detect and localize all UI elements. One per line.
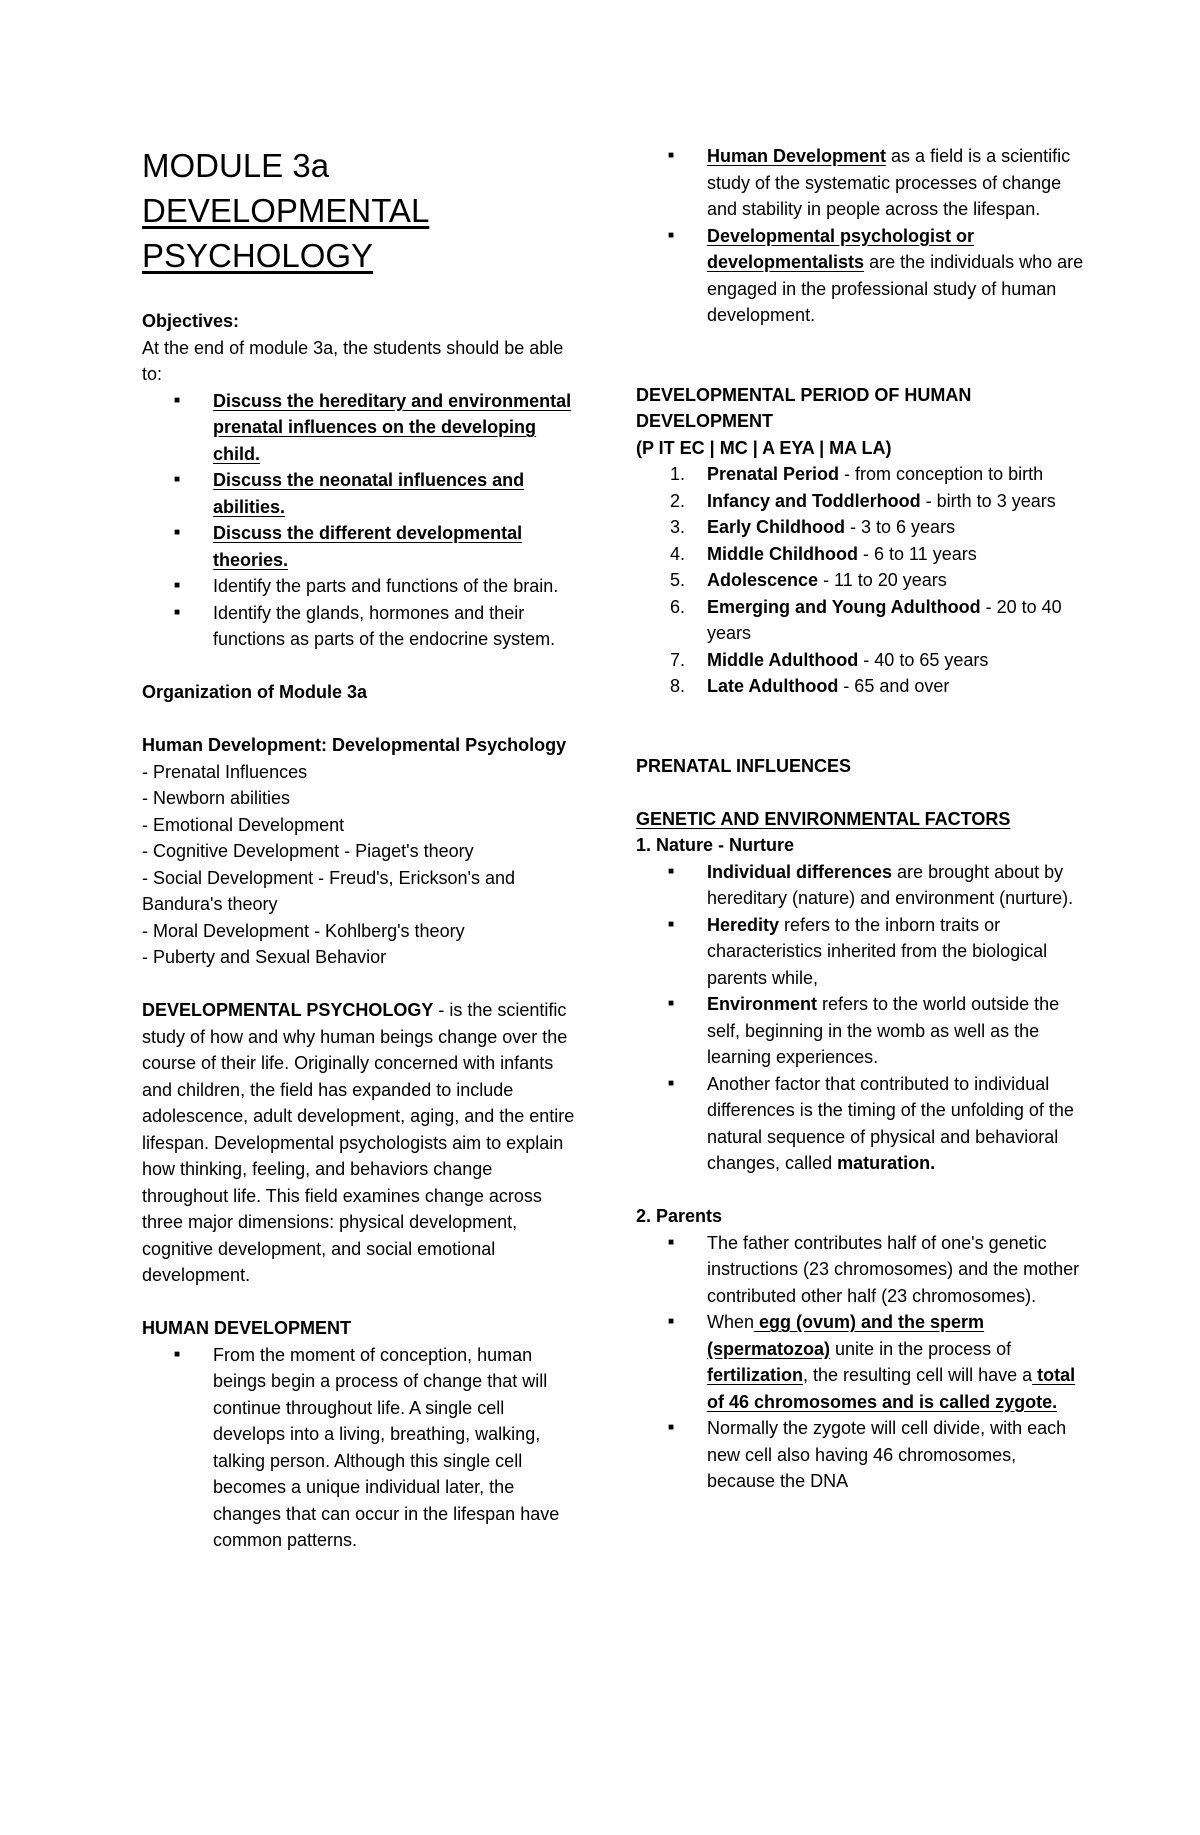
square-bullet-icon: ■ xyxy=(668,918,675,930)
list-item: ■ From the moment of conception, human beings begin a process of change that will continue throughout life. A single cell develops into a living, breathing, walking, talking person. Although this single cell becomes a unique individual later, the changes that can occur in the lifespan have common patterns. xyxy=(142,1342,577,1554)
org-item: - Moral Development - Kohlberg's theory xyxy=(142,920,465,941)
period-heading: DEVELOPMENTAL PERIOD OF HUMAN DEVELOPMENT xyxy=(636,384,972,431)
list-item: 4. Middle Childhood - 6 to 11 years xyxy=(670,543,977,564)
list-item: ■ Identify the glands, hormones and their functions as parts of the endocrine system. xyxy=(142,600,577,653)
list-item: ■ When egg (ovum) and the sperm (spermatozoa) unite in the process of fertilization, the resulting cell will have a total of 46 chromosomes and is called zygote. xyxy=(636,1309,1086,1415)
org-item: - Emotional Development xyxy=(142,814,345,835)
hd-devpsych-heading: Human Development: Developmental Psychology xyxy=(142,735,567,755)
human-development-heading: HUMAN DEVELOPMENT xyxy=(142,1318,352,1338)
list-item: ■ Normally the zygote will cell divide, with each new cell also having 46 chromosomes, because the DNA xyxy=(636,1415,1086,1495)
square-bullet-icon: ■ xyxy=(174,1348,181,1360)
devpsych-term: DEVELOPMENTAL PSYCHOLOGY xyxy=(142,1000,434,1020)
list-item: ■ Another factor that contributed to individual differences is the timing of the unfolding of the natural sequence of physical and behavioral changes, called maturation. xyxy=(636,1071,1086,1177)
nature-nurture-heading: 1. Nature - Nurture xyxy=(636,835,795,855)
right-column xyxy=(636,143,1086,1495)
human-development-list xyxy=(142,1342,577,1554)
square-bullet-icon: ■ xyxy=(174,606,181,618)
list-item: ■ Discuss the neonatal influences and abilities. xyxy=(142,467,577,520)
objectives-heading: Objectives: xyxy=(142,311,240,331)
list-item: ■ Developmental psychologist or developmentalists are the individuals who are engaged in the professional study of human development. xyxy=(636,223,1086,329)
prenatal-heading: PRENATAL INFLUENCES xyxy=(636,755,852,776)
module-subtitle-line2: PSYCHOLOGY xyxy=(142,237,374,274)
list-item: ■ Discuss the hereditary and environmental prenatal influences on the developing child. xyxy=(142,388,577,468)
periods-list xyxy=(636,461,1086,700)
list-item: 8. Late Adulthood - 65 and over xyxy=(670,676,950,696)
objectives-intro: At the end of module 3a, the students should be able to: xyxy=(142,337,564,384)
list-item: 3. Early Childhood - 3 to 6 years xyxy=(670,517,956,537)
list-item: ■ The father contributes half of one's genetic instructions (23 chromosomes) and the mother contributed other half (23 chromosomes). xyxy=(636,1230,1086,1310)
list-item: ■ Identify the parts and functions of the brain. xyxy=(142,573,577,600)
square-bullet-icon: ■ xyxy=(668,150,675,161)
devpsych-definition: DEVELOPMENTAL PSYCHOLOGY - is the scientific study of how and why human beings change over the course of their life. Originally concerned with infants and children, the field has expanded to include adolescence, adult development, aging, and the entire lifespan. Developmental psychologists aim to explain how thinking, feeling, and behaviors change throughout life. This field examines change across three major dimensions: physical development, cognitive development, and social emotional development. xyxy=(142,1000,575,1285)
nature-nurture-list xyxy=(636,859,1086,1177)
square-bullet-icon: ■ xyxy=(174,527,181,538)
list-item: ■ Environment refers to the world outside the self, beginning in the womb as well as the learning experiences. xyxy=(636,991,1086,1071)
org-item: - Prenatal Influences xyxy=(142,761,308,782)
period-mnemonic: (P IT EC | MC | A EYA | MA LA) xyxy=(636,437,892,458)
square-bullet-icon: ■ xyxy=(668,229,675,241)
list-item: ■ Human Development as a field is a scientific study of the systematic processes of change and stability in people across the lifespan. xyxy=(636,143,1086,223)
square-bullet-icon: ■ xyxy=(668,1236,675,1248)
org-item: - Puberty and Sexual Behavior xyxy=(142,947,387,967)
square-bullet-icon: ■ xyxy=(668,1316,675,1327)
module-title: MODULE 3a xyxy=(142,147,330,184)
list-item: 7. Middle Adulthood - 40 to 65 years xyxy=(670,649,989,670)
square-bullet-icon: ■ xyxy=(174,394,181,406)
list-item: 5. Adolescence - 11 to 20 years xyxy=(670,570,947,590)
square-bullet-icon: ■ xyxy=(668,1422,675,1433)
hd-definitions-list xyxy=(636,143,1086,329)
organization-heading: Organization of Module 3a xyxy=(142,682,368,702)
square-bullet-icon: ■ xyxy=(668,998,675,1009)
list-item: ■ Discuss the different developmental theories. xyxy=(142,520,577,573)
square-bullet-icon: ■ xyxy=(668,865,675,877)
objectives-list xyxy=(142,388,577,653)
square-bullet-icon: ■ xyxy=(668,1077,675,1089)
list-item: 1. Prenatal Period - from conception to birth xyxy=(670,464,1044,484)
org-item: - Social Development - Freud's, Erickson's and Bandura's theory xyxy=(142,867,516,914)
parents-heading: 2. Parents xyxy=(636,1206,723,1226)
genetic-env-heading: GENETIC AND ENVIRONMENTAL FACTORS xyxy=(636,808,1011,829)
org-item: - Newborn abilities xyxy=(142,788,291,808)
parents-list xyxy=(636,1230,1086,1495)
list-item: ■ Heredity refers to the inborn traits or characteristics inherited from the biological parents while, xyxy=(636,912,1086,992)
list-item: 6. Emerging and Young Adulthood - 20 to 40 years xyxy=(670,596,1062,643)
list-item: ■ Individual differences are brought about by hereditary (nature) and environment (nurture). xyxy=(636,859,1086,912)
square-bullet-icon: ■ xyxy=(174,580,181,591)
module-subtitle-line1: DEVELOPMENTAL xyxy=(142,192,430,229)
left-column xyxy=(142,143,577,1554)
square-bullet-icon: ■ xyxy=(174,474,181,485)
org-item: - Cognitive Development - Piaget's theory xyxy=(142,841,474,861)
list-item: 2. Infancy and Toddlerhood - birth to 3 years xyxy=(670,490,1056,511)
